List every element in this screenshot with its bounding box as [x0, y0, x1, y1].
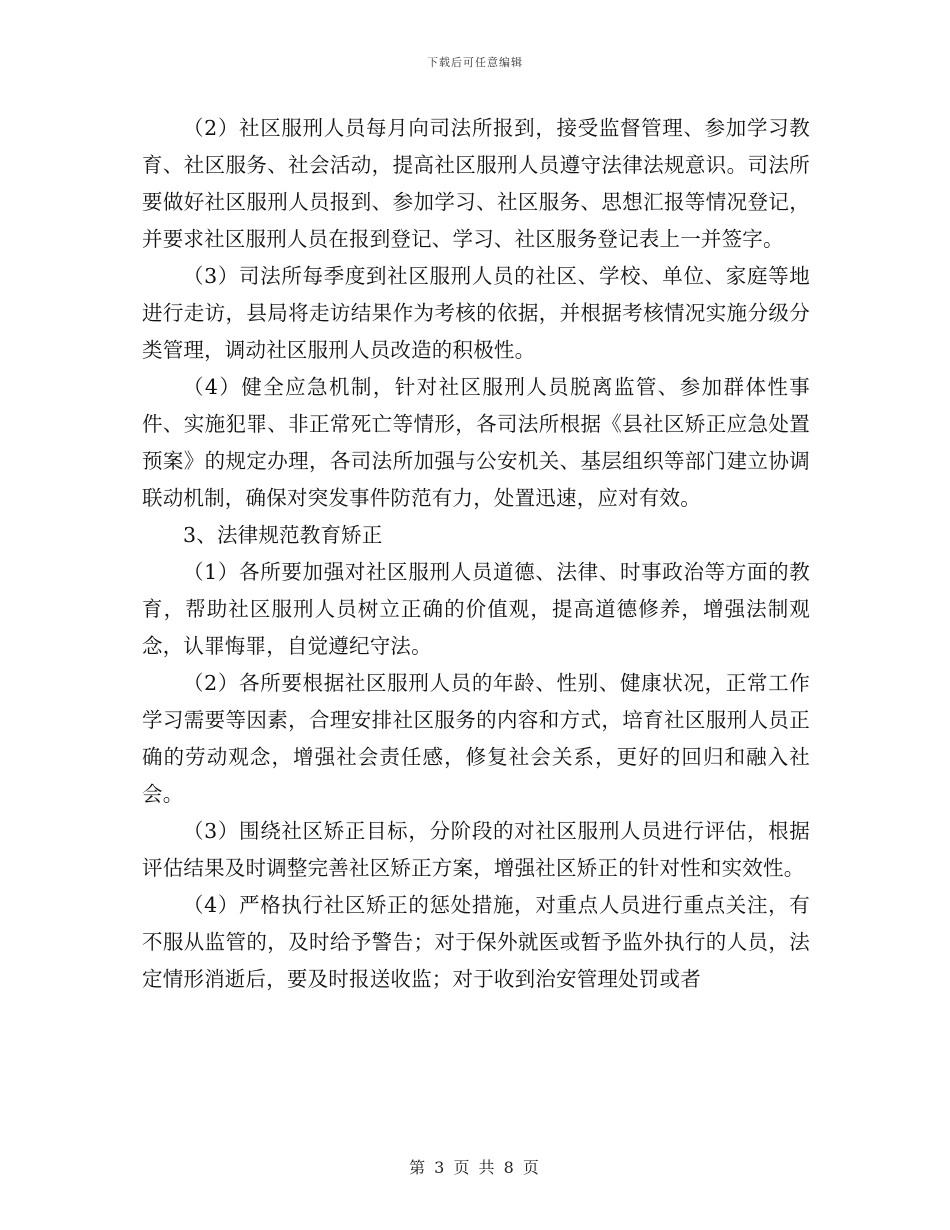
paragraph-3-assessment: （3）围绕社区矫正目标，分阶段的对社区服刑人员进行评估，根据评估结果及时调整完善社区矫正方案，增强社区矫正的针对性和实效性。 — [142, 819, 810, 880]
paragraph-4-penalties: （4）严格执行社区矫正的惩处措施，对重点人员进行重点关注，有不服从监管的，及时给予警告；对于保外就医或暂予监外执行的人员，法定情形消逝后，要及时报送收监；对于收到治安管理处罚或者 — [142, 893, 810, 991]
paragraph-3-visits: （3）司法所每季度到社区服刑人员的社区、学校、单位、家庭等地进行走访，县局将走访结果作为考核的依据，并根据考核情况实施分级分类管理，调动社区服刑人员改造的积极性。 — [142, 264, 810, 362]
section-heading-legal-education: 3、法律规范教育矫正 — [183, 523, 383, 547]
paragraph-1-moral-education: （1）各所要加强对社区服刑人员道德、法律、时事政治等方面的教育，帮助社区服刑人员树立正确的价值观，提高道德修养，增强法制观念，认罪悔罪，自觉遵纪守法。 — [142, 560, 810, 658]
paragraph-4-emergency: （4）健全应急机制，针对社区服刑人员脱离监管、参加群体性事件、实施犯罪、非正常死亡等情形，各司法所根据《县社区矫正应急处置预案》的规定办理，各司法所加强与公安机关、基层组织等部门建立协调联动机制，确保对突发事件防范有力，处置迅速，应对有效。 — [142, 375, 810, 510]
paragraph-2-community-service: （2）各所要根据社区服刑人员的年龄、性别、健康状况，正常工作学习需要等因素，合理安排社区服务的内容和方式，培育社区服刑人员正确的劳动观念，增强社会责任感，修复社会关系，更好的回归和融入社会。 — [142, 671, 810, 806]
paragraph-2-reporting: （2）社区服刑人员每月向司法所报到，接受监督管理、参加学习教育、社区服务、社会活动，提高社区服刑人员遵守法律法规意识。司法所要做好社区服刑人员报到、参加学习、社区服务、思想汇报等情况登记，并要求社区服刑人员在报到登记、学习、社区服务登记表上一并签字。 — [142, 116, 810, 251]
page-footer: 第 3 页 共 8 页 — [409, 1158, 541, 1177]
document-body — [142, 110, 810, 998]
page-header: 下载后可任意编辑 — [427, 56, 523, 69]
